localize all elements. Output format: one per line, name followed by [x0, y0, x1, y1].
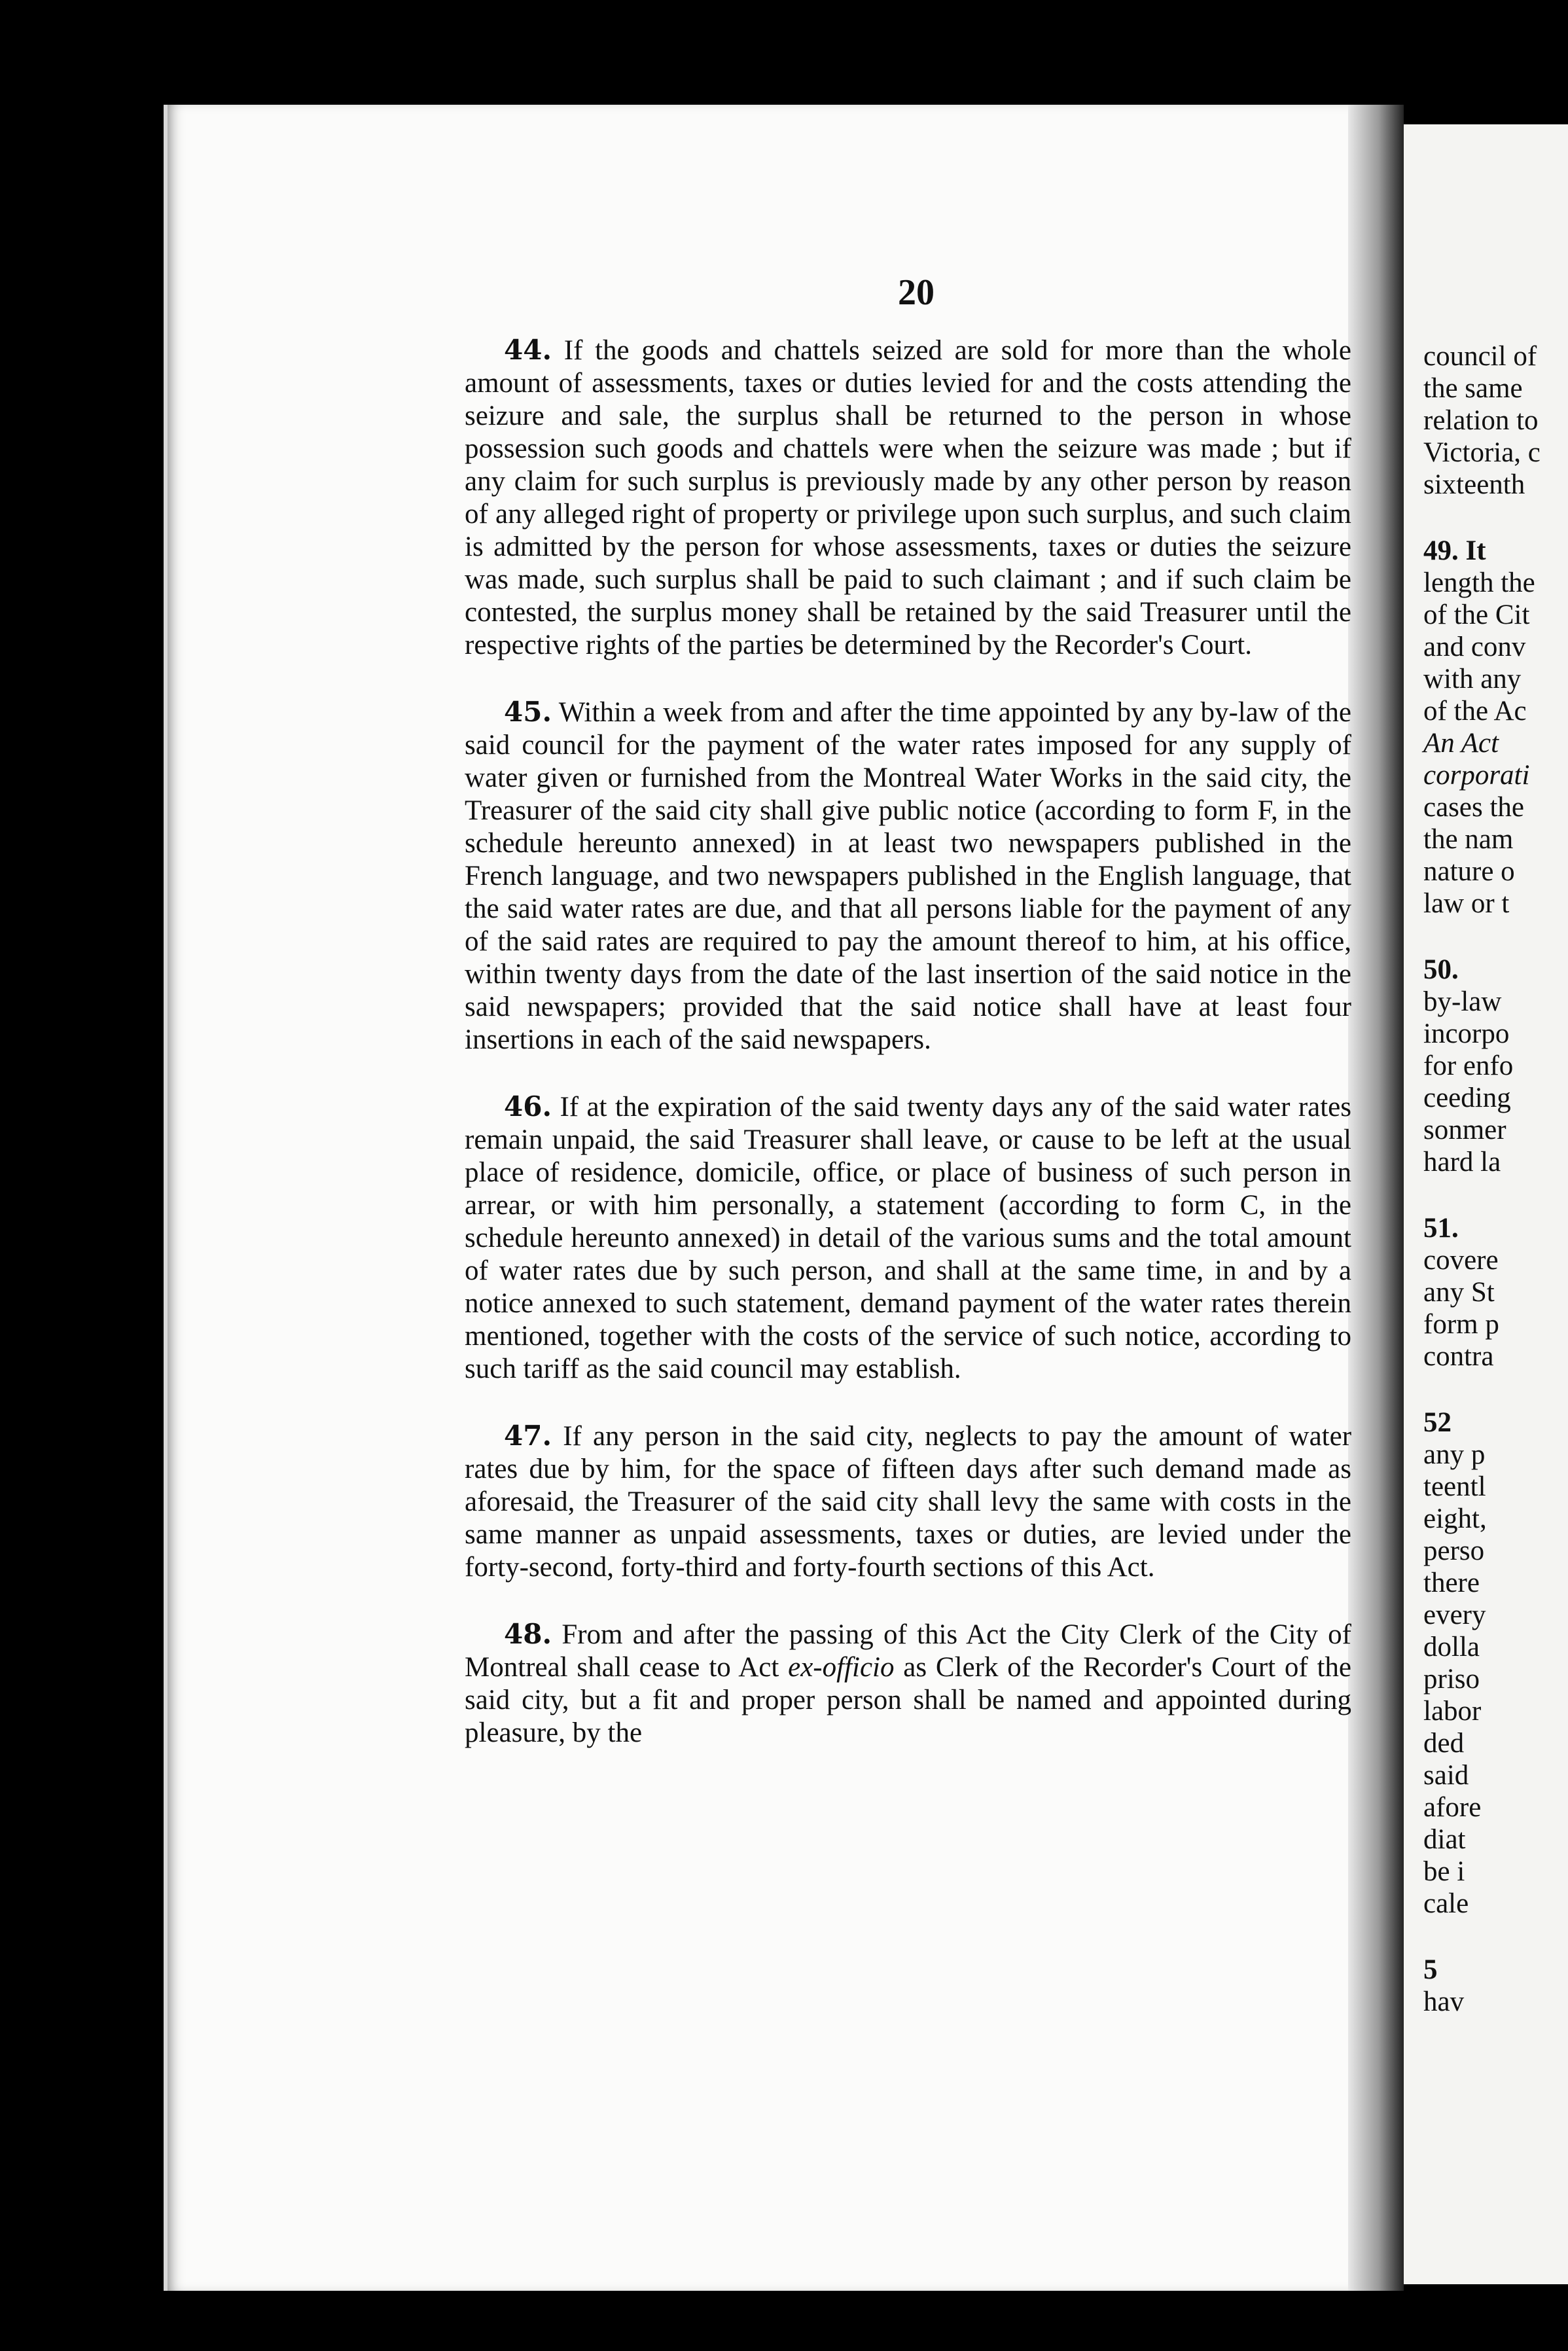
right-page-fragment-line: cale — [1423, 1888, 1469, 1919]
section-body-start: From and after the passing of this Act the City Clerk of the City of Montreal shall cease to Act — [465, 1619, 1352, 1683]
section-45 — [465, 696, 1351, 1056]
section-body: If the goods and chattels seized are sold for more than the whole amount of assessments, taxes or duties levied for and the costs attending the seizure and sale, the surplus shall be returned to the person in whose possession such goods and chattels were when the seizure was made ; but if any claim for such surplus is previously made by any other person by reason of any alleged right of property or privilege upon such surplus, and such claim is admitted by the person for whose assessments, taxes or duties the seizure was made, such surplus shall be paid to such claimant ; and if such claim be contested, the surplus money shall be retained by the said Treasurer until the respective rights of the parties be determined by the Recorder's Court. — [465, 335, 1351, 660]
right-page-fragment-line: relation to — [1423, 405, 1539, 436]
right-page-fragment-line: hard la — [1423, 1147, 1501, 1177]
right-page-fragment-line: labor — [1423, 1696, 1482, 1727]
section-body: If at the expiration of the said twenty days any of the said water rates remain unpaid, the said Treasurer shall leave, or cause to be left at the usual place of residence, domicile, office, or place of business of such person in arrear, or with him personally, a statement (according to form C, in the schedule hereunto annexed) in detail of the various sums and the total amount of water rates due by such person, and shall at the same time, in and by a notice annexed to such statement, demand payment of the water rates therein mentioned, together with the costs of the service of such notice, according to such tariff as the said council may establish. — [465, 1092, 1351, 1384]
right-page-fragment-line: corporati — [1423, 760, 1530, 791]
right-page-fragment-line: diat — [1423, 1824, 1466, 1855]
section-number: 48. — [504, 1618, 552, 1650]
right-page-fragment-line: said — [1423, 1760, 1469, 1791]
right-page-fragment-line: eight, — [1423, 1503, 1487, 1534]
right-page-fragment-line: priso — [1423, 1664, 1480, 1695]
right-page-fragment-line: afore — [1423, 1792, 1482, 1823]
section-48 — [465, 1618, 1351, 1750]
section-number: 47. — [504, 1420, 552, 1452]
page-number: 20 — [898, 272, 935, 313]
section-46 — [465, 1090, 1351, 1386]
right-page-fragment-line: 5 — [1423, 1954, 1438, 1985]
right-page-fragment-line: covere — [1423, 1245, 1499, 1276]
right-page-fragment-line: any St — [1423, 1277, 1495, 1308]
right-page-fragment-line: with any — [1423, 664, 1522, 694]
section-body: If any person in the said city, neglects to pay the amount of water rates due by him, for the space of fifteen days after such demand made as aforesaid, the Treasurer of the said city shall levy the same with costs in the same manner as unpaid assessments, taxes or duties, are levied under the forty-second, forty-third and forty-fourth sections of this Act. — [465, 1421, 1352, 1583]
right-page-fragment-line: ded — [1423, 1728, 1465, 1759]
page-text — [465, 334, 1351, 1784]
right-page-fragment-line: hav — [1423, 1986, 1465, 2017]
right-page-fragment-line: 50. — [1423, 954, 1459, 985]
section-number: 44. — [504, 334, 552, 366]
right-page-fragment-line: the nam — [1423, 824, 1514, 855]
right-page-fragment-line: cases the — [1423, 792, 1525, 823]
section-number: 45. — [504, 696, 552, 728]
right-page-fragment-line: An Act — [1423, 728, 1499, 759]
right-page-fragment-line: ceeding — [1423, 1083, 1511, 1113]
right-page-fragment-line: there — [1423, 1568, 1480, 1598]
right-page-fragment-line: the same — [1423, 373, 1523, 404]
section-47 — [465, 1420, 1351, 1584]
right-page-fragment-line: length the — [1423, 567, 1535, 598]
right-page-fragment-line: nature o — [1423, 856, 1515, 887]
right-page-fragment-line: sonmer — [1423, 1115, 1506, 1145]
section-44 — [465, 334, 1351, 662]
right-page-fragment-line: any p — [1423, 1439, 1486, 1470]
section-body: Within a week from and after the time appointed by any by-law of the said council for the payment of the water rates imposed for any supply of water given or furnished from the Montreal Water Works in the said city, the Treasurer of the said city shall give public notice (according to form F, in the schedule hereunto annexed) in at least two newspapers published in the French language, and two newspapers published in the English language, that the said water rates are due, and that all persons liable for the payment of any of the said rates are required to pay the amount thereof to him, at his office, within twenty days from the date of the last insertion of the said notice in the said newspapers; provided that the said notice shall have at least four insertions in each of the said newspapers. — [465, 697, 1351, 1055]
section-number: 46. — [504, 1090, 552, 1122]
section-body-italic: ex-officio — [788, 1652, 895, 1683]
right-page-fragment-line: incorpo — [1423, 1018, 1510, 1049]
right-page-fragment-line: form p — [1423, 1309, 1499, 1340]
right-page-fragment-line: 52 — [1423, 1407, 1452, 1438]
section-body-end: as Clerk of the Recorder's Court of the said city, but a fit and proper person shall be named and appointed during pleasure, by the — [465, 1652, 1351, 1748]
right-page-fragment-line: sixteenth — [1423, 469, 1525, 500]
right-page-fragment-line: teentl — [1423, 1471, 1486, 1502]
right-page-text — [1423, 340, 1568, 2018]
right-page-edge — [1404, 124, 1568, 2284]
right-page-fragment-line: be i — [1423, 1856, 1465, 1887]
right-page-fragment-line: law or t — [1423, 888, 1510, 919]
right-page-fragment-line: of the Ac — [1423, 696, 1527, 727]
right-page-fragment-line: every — [1423, 1600, 1486, 1630]
right-page-fragment-line: by-law — [1423, 986, 1502, 1017]
book-gutter — [1348, 105, 1404, 2291]
right-page-fragment-line: 49. It — [1423, 535, 1486, 566]
right-page-fragment-line: dolla — [1423, 1632, 1480, 1662]
fragment-gap — [1423, 1178, 1568, 1212]
right-page-fragment-line: council of — [1423, 341, 1537, 372]
right-page-fragment-line: for enfo — [1423, 1050, 1514, 1081]
fragment-gap — [1423, 501, 1568, 535]
fragment-gap — [1423, 920, 1568, 954]
fragment-gap — [1423, 1373, 1568, 1407]
right-page-fragment-line: and conv — [1423, 632, 1526, 662]
right-page-fragment-line: 51. — [1423, 1213, 1459, 1244]
right-page-fragment-line: contra — [1423, 1341, 1494, 1372]
right-page-fragment-line: perso — [1423, 1535, 1485, 1566]
right-page-fragment-line: of the Cit — [1423, 600, 1530, 630]
right-page-fragment-line: Victoria, c — [1423, 437, 1541, 468]
fragment-gap — [1423, 1920, 1568, 1954]
